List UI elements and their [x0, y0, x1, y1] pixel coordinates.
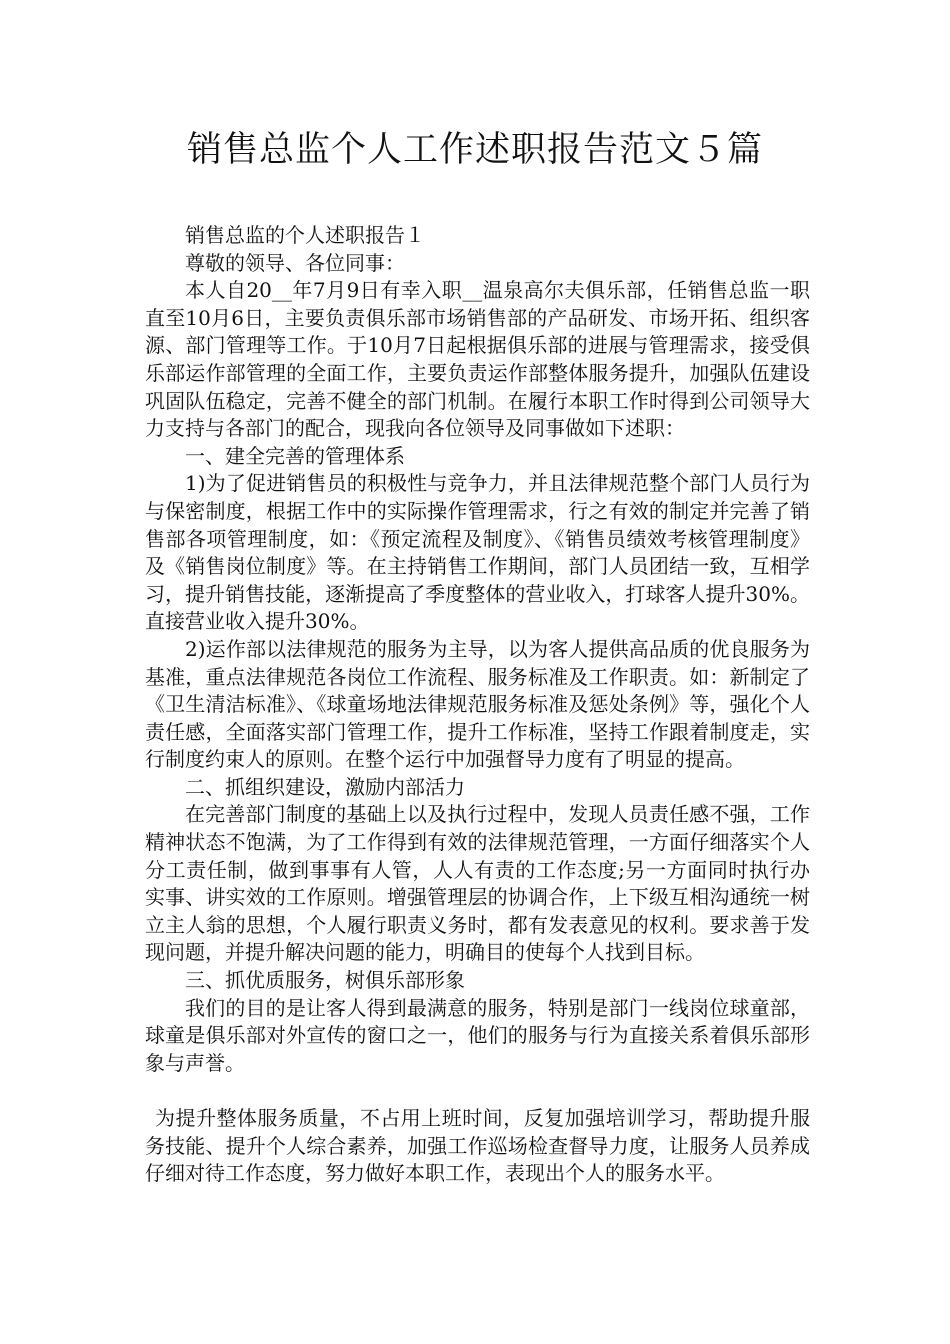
salutation: 尊敬的领导、各位同事：	[185, 250, 405, 275]
document-title: 销售总监个人工作述职报告范文５篇	[186, 130, 763, 170]
paragraph-section-3: 我们的目的是让客人得到最满意的服务，特别是部门一线岗位球童部，球童是俱乐部对外宣传的窗口之一，他们的服务与行为直接关系着俱乐部形象与声誉。	[145, 995, 810, 1075]
paragraph-spacer	[145, 1077, 810, 1105]
paragraph-closing: 为提升整体服务质量，不占用上班时间，反复加强培训学习，帮助提升服务技能、提升个人综合素养，加强工作巡场检查督导力度，让服务人员养成仔细对待工作态度，努力做好本职工作，表现出个人的服务水平。	[145, 1106, 810, 1186]
document-body	[145, 222, 810, 1188]
paragraph-section-2: 在完善部门制度的基础上以及执行过程中，发现人员责任感不强，工作精神状态不饱满，为了工作得到有效的法律规范管理，一方面仔细落实个人分工责任制，做到事事有人管，人人有责的工作态度;另一方面同时执行办实事、讲实效的工作原则。增强管理层的协调合作，上下级互相沟通统一树立主人翁的思想，个人履行职责义务时，都有发表意见的权利。要求善于发现问题，并提升解决问题的能力，明确目的使每个人找到目标。	[145, 802, 810, 965]
section-heading-3: 三、抓优质服务，树俱乐部形象	[185, 968, 465, 993]
section-heading-1: 一、建全完善的管理体系	[185, 443, 405, 468]
section-heading-2: 二、抓组织建设，激励内部活力	[185, 774, 465, 799]
paragraph-item-2: 2)运作部以法律规范的服务为主导，以为客人提供高品质的优良服务为基准，重点法律规范各岗位工作流程、服务标准及工作职责。如：新制定了《卫生清洁标准》、《球童场地法律规范服务标准及惩处条例》等，强化个人责任感，全面落实部门管理工作，提升工作标准，坚持工作跟着制度走，实行制度约束人的原则。在整个运行中加强督导力度有了明显的提高。	[145, 636, 810, 772]
report-heading: 销售总监的个人述职报告１	[185, 223, 425, 247]
paragraph-item-1: 1)为了促进销售员的积极性与竞争力，并且法律规范整个部门人员行为与保密制度，根据工作中的实际操作管理需求，行之有效的制定并完善了销售部各项管理制度，如：《预定流程及制度》、《销售员绩效考核管理制度》及《销售岗位制度》等。在主持销售工作期间，部门人员团结一致，互相学习，提升销售技能，逐渐提高了季度整体的营业收入，打球客人提升30%。直接营业收入提升30%。	[145, 471, 810, 634]
intro-paragraph: 本人自20__年7月9日有幸入职__温泉高尔夫俱乐部，任销售总监一职直至10月6日，主要负责俱乐部市场销售部的产品研发、市场开拓、组织客源、部门管理等工作。于10月7日起根据俱乐部的进展与管理需求，接受俱乐部运作部管理的全面工作，主要负责运作部整体服务提升，加强队伍建设巩固队伍稳定，完善不健全的部门机制。在履行本职工作时得到公司领导大力支持与各部门的配合，现我向各位领导及同事做如下述职：	[145, 278, 810, 441]
